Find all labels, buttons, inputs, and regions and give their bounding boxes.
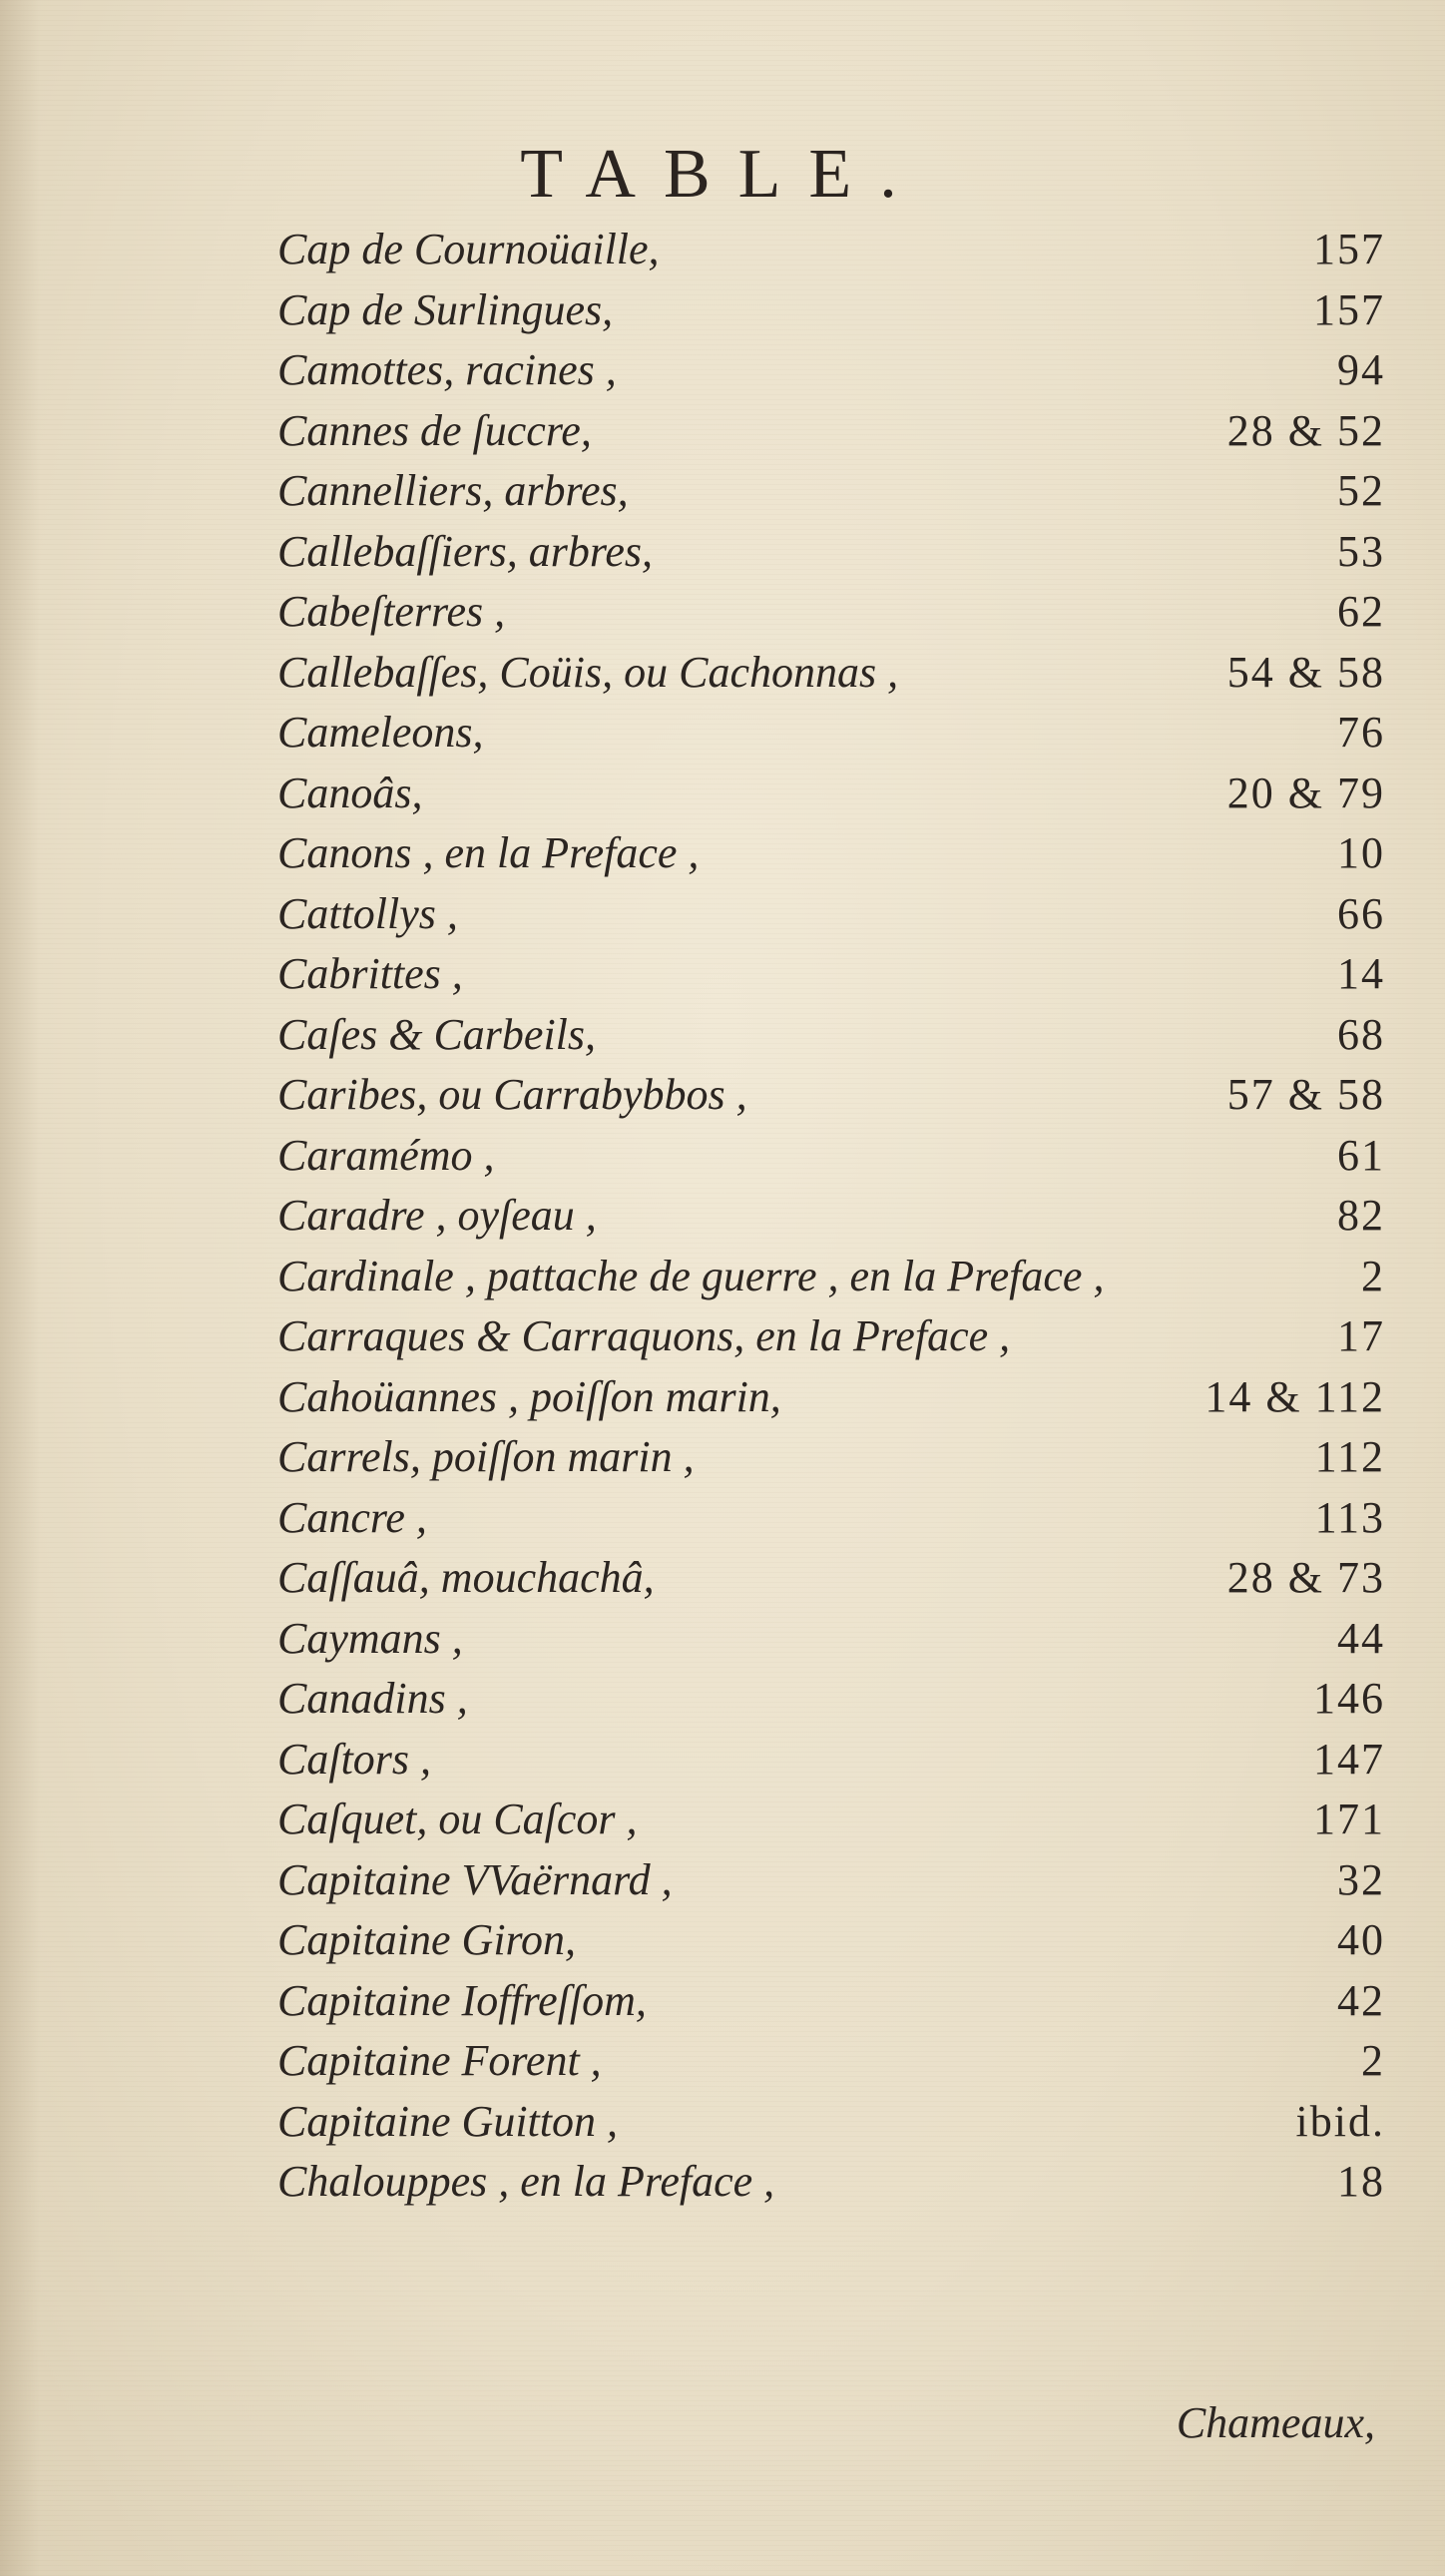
entry-text: Capitaine VVaërnard , bbox=[277, 1854, 673, 1904]
index-entry bbox=[277, 1850, 1385, 1911]
entry-text: Carrels, poiſſon marin , bbox=[277, 1432, 695, 1482]
entry-text: Caymans , bbox=[277, 1613, 463, 1663]
entry-page-number: 40 bbox=[1337, 1915, 1385, 1965]
index-entry bbox=[277, 1669, 1385, 1730]
entry-text: Capitaine Ioffreſſom, bbox=[277, 1975, 647, 2025]
index-entry bbox=[277, 1186, 1385, 1247]
index-entry bbox=[277, 1488, 1385, 1549]
entry-page-number: 14 bbox=[1337, 949, 1385, 999]
entry-text: Cannes de ſuccre, bbox=[277, 405, 592, 455]
index-entry bbox=[277, 2031, 1385, 2092]
index-entry bbox=[277, 1910, 1385, 1971]
entry-text: Camottes, racines , bbox=[277, 345, 617, 395]
index-entry bbox=[277, 884, 1385, 945]
index-entries bbox=[277, 220, 1385, 2213]
index-entry bbox=[277, 461, 1385, 522]
entry-page-number: 28 & 52 bbox=[1226, 405, 1385, 455]
entry-page-number: 171 bbox=[1313, 1795, 1385, 1844]
entry-page-number: 2 bbox=[1361, 1251, 1385, 1300]
entry-text: Canoâs, bbox=[277, 768, 423, 817]
entry-text: Caribes, ou Carrabybbos , bbox=[277, 1070, 747, 1120]
entry-text: Cap de Surlingues, bbox=[277, 284, 614, 334]
entry-text: Caſes & Carbeils, bbox=[277, 1009, 597, 1059]
index-entry bbox=[277, 703, 1385, 764]
entry-page-number: 44 bbox=[1337, 1613, 1385, 1663]
entry-text: Caradre , oyſeau , bbox=[277, 1191, 597, 1241]
index-entry bbox=[277, 280, 1385, 341]
entry-text: Cattollys , bbox=[277, 888, 458, 938]
entry-page-number: 52 bbox=[1337, 466, 1385, 516]
entry-text: Capitaine Guitton , bbox=[277, 2096, 618, 2146]
index-entry bbox=[277, 401, 1385, 462]
index-entry bbox=[277, 582, 1385, 643]
entry-text: Canadins , bbox=[277, 1674, 468, 1724]
entry-text: Chalouppes , en la Preface , bbox=[277, 2157, 775, 2207]
entry-text: Capitaine Giron, bbox=[277, 1915, 577, 1965]
entry-page-number: 146 bbox=[1313, 1674, 1385, 1724]
entry-page-number: 28 & 73 bbox=[1226, 1553, 1385, 1603]
entry-text: Cardinale , pattache de guerre , en la Preface , bbox=[277, 1251, 1105, 1300]
index-entry bbox=[277, 1548, 1385, 1609]
entry-text: Cahoüannes , poiſſon marin, bbox=[277, 1371, 781, 1421]
index-entry bbox=[277, 1065, 1385, 1126]
index-entry bbox=[277, 1609, 1385, 1670]
entry-page-number: 10 bbox=[1337, 828, 1385, 878]
index-entry bbox=[277, 1730, 1385, 1791]
entry-page-number: 42 bbox=[1337, 1975, 1385, 2025]
entry-page-number: 57 & 58 bbox=[1226, 1070, 1385, 1120]
index-entry bbox=[277, 1427, 1385, 1488]
index-entry bbox=[277, 522, 1385, 583]
index-entry bbox=[277, 2152, 1385, 2213]
entry-page-number: 66 bbox=[1337, 888, 1385, 938]
entry-text: Capitaine Forent , bbox=[277, 2036, 602, 2086]
entry-text: Cancre , bbox=[277, 1492, 427, 1542]
entry-page-number: 14 & 112 bbox=[1204, 1371, 1385, 1421]
entry-page-number: 157 bbox=[1313, 225, 1385, 274]
entry-page-number: 157 bbox=[1313, 284, 1385, 334]
entry-page-number: 61 bbox=[1337, 1130, 1385, 1180]
index-entry bbox=[277, 340, 1385, 401]
entry-page-number: 82 bbox=[1337, 1191, 1385, 1241]
index-entry bbox=[277, 1306, 1385, 1367]
entry-page-number: 32 bbox=[1337, 1854, 1385, 1904]
entry-text: Caſſauâ, mouchachâ, bbox=[277, 1553, 655, 1603]
entry-page-number: 17 bbox=[1337, 1311, 1385, 1361]
page-gutter-shadow bbox=[0, 0, 40, 2576]
index-entry bbox=[277, 1790, 1385, 1850]
entry-text: Caſtors , bbox=[277, 1734, 432, 1784]
entry-text: Callebaſſiers, arbres, bbox=[277, 526, 654, 576]
entry-page-number: 112 bbox=[1314, 1432, 1385, 1482]
entry-page-number: 53 bbox=[1337, 526, 1385, 576]
index-entry bbox=[277, 1971, 1385, 2032]
page-heading: TABLE. bbox=[520, 136, 925, 213]
index-entry bbox=[277, 944, 1385, 1005]
entry-page-number: 18 bbox=[1337, 2157, 1385, 2207]
entry-page-number: 76 bbox=[1337, 708, 1385, 758]
entry-page-number: 113 bbox=[1314, 1492, 1385, 1542]
entry-page-number: 54 & 58 bbox=[1226, 647, 1385, 697]
index-entry bbox=[277, 764, 1385, 824]
entry-text: Cameleons, bbox=[277, 708, 484, 758]
entry-page-number: ibid. bbox=[1295, 2096, 1385, 2146]
entry-text: Cabeſterres , bbox=[277, 587, 506, 637]
entry-text: Cap de Cournoüaille, bbox=[277, 225, 660, 274]
entry-page-number: 62 bbox=[1337, 587, 1385, 637]
entry-text: Carraques & Carraquons, en la Preface , bbox=[277, 1311, 1011, 1361]
entry-page-number: 147 bbox=[1313, 1734, 1385, 1784]
entry-page-number: 94 bbox=[1337, 345, 1385, 395]
index-entry bbox=[277, 643, 1385, 704]
entry-page-number: 20 & 79 bbox=[1226, 768, 1385, 817]
entry-text: Cabrittes , bbox=[277, 949, 463, 999]
entry-text: Callebaſſes, Coüis, ou Cachonnas , bbox=[277, 647, 899, 697]
index-entry bbox=[277, 2092, 1385, 2153]
index-entry bbox=[277, 1247, 1385, 1307]
catchword: Chameaux, bbox=[1176, 2398, 1375, 2447]
entry-text: Caramémo , bbox=[277, 1130, 495, 1180]
index-entry bbox=[277, 823, 1385, 884]
index-entry bbox=[277, 1367, 1385, 1428]
entry-page-number: 68 bbox=[1337, 1009, 1385, 1059]
entry-page-number: 2 bbox=[1361, 2036, 1385, 2086]
index-entry bbox=[277, 1005, 1385, 1066]
index-entry bbox=[277, 220, 1385, 280]
entry-text: Cannelliers, arbres, bbox=[277, 466, 629, 516]
index-entry bbox=[277, 1126, 1385, 1187]
entry-text: Caſquet, ou Caſcor , bbox=[277, 1795, 638, 1844]
entry-text: Canons , en la Preface , bbox=[277, 828, 700, 878]
